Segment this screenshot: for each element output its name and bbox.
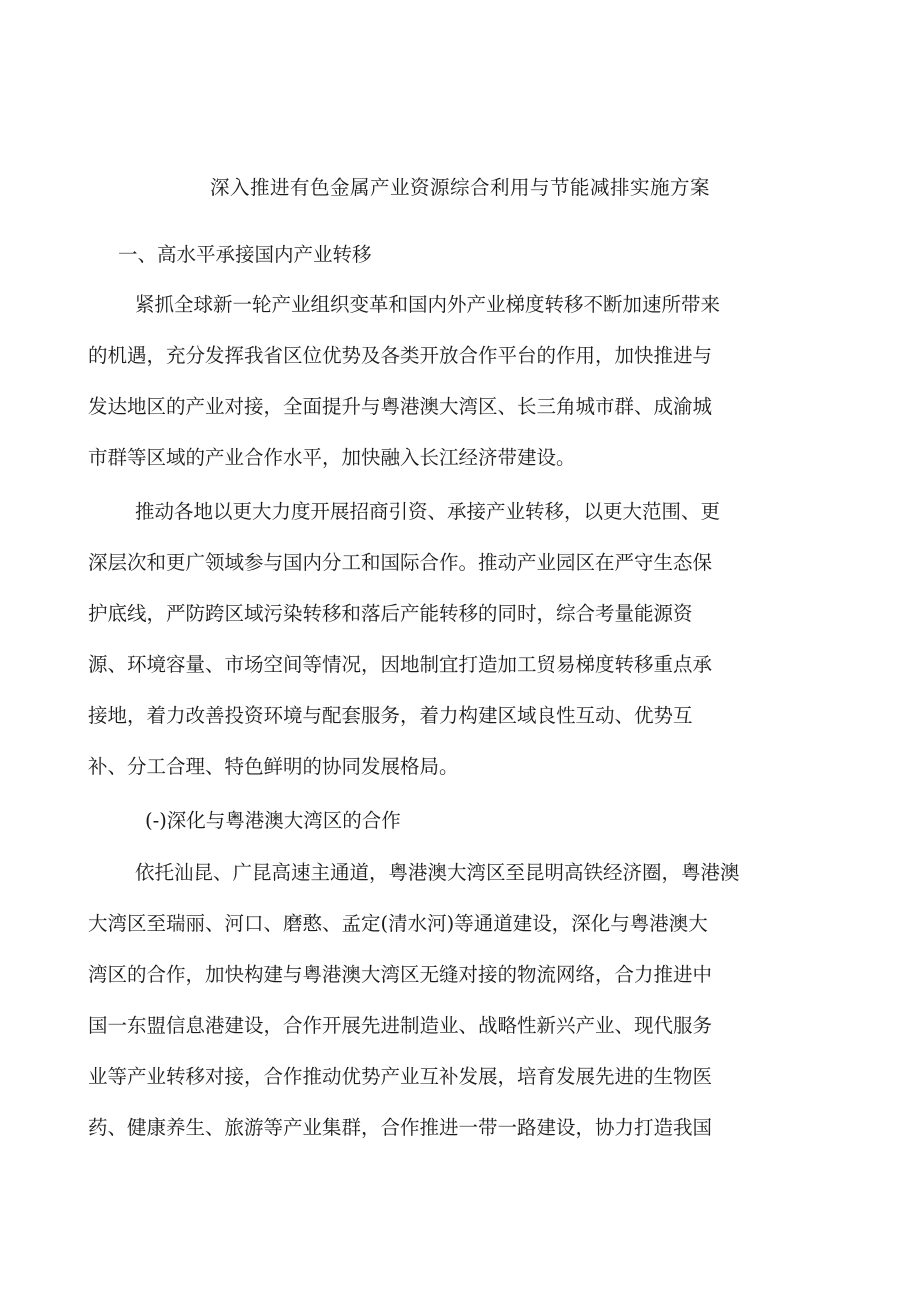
- paragraph-line: 国一东盟信息港建设，合作开展先进制造业、战略性新兴产业、现代服务: [88, 1014, 713, 1037]
- paragraph-line: 发达地区的产业对接，全面提升与粤港澳大湾区、长三角城市群、成渝城: [88, 395, 713, 418]
- paragraph-line: 依托汕昆、广昆高速主通道，粤港澳大湾区至昆明高铁经济圈，粤港澳: [135, 861, 740, 884]
- subsection-heading: (-)深化与粤港澳大湾区的合作: [145, 809, 401, 832]
- paragraph-line: 紧抓全球新一轮产业组织变革和国内外产业梯度转移不断加速所带来: [135, 293, 721, 316]
- paragraph-line: 的机遇，充分发挥我省区位优势及各类开放合作平台的作用，加快推进与: [88, 344, 713, 367]
- document-title: 深入推进有色金属产业资源综合利用与节能减排实施方案: [209, 176, 710, 199]
- paragraph-line: 深层次和更广领域参与国内分工和国际合作。推动产业园区在严守生态保: [88, 551, 713, 574]
- paragraph-line: 湾区的合作，加快构建与粤港澳大湾区无缝对接的物流网络，合力推进中: [88, 963, 713, 986]
- paragraph-line: 药、健康养生、旅游等产业集群，合作推进一带一路建设，协力打造我国: [88, 1116, 713, 1139]
- paragraph-line: 推动各地以更大力度开展招商引资、承接产业转移，以更大范围、更: [135, 500, 721, 523]
- paragraph-line: 护底线，严防跨区域污染转移和落后产能转移的同时，综合考量能源资: [88, 602, 693, 625]
- paragraph-line: 补、分工合理、特色鲜明的协同发展格局。: [88, 755, 459, 778]
- paragraph-line: 业等产业转移对接，合作推动优势产业互补发展，培育发展先进的生物医: [88, 1065, 713, 1088]
- paragraph-line: 市群等区域的产业合作水平，加快融入长江经济带建设。: [88, 446, 576, 469]
- paragraph-line: 源、环境容量、市场空间等情况，因地制宜打造加工贸易梯度转移重点承: [88, 653, 713, 676]
- paragraph-line: 接地，着力改善投资环境与配套服务，着力构建区域良性互动、优势互: [88, 704, 693, 727]
- paragraph-line: 大湾区至瑞丽、河口、磨憨、孟定(清水河)等通道建设，深化与粤港澳大: [88, 912, 708, 935]
- section-heading: 一、高水平承接国内产业转移: [118, 243, 372, 266]
